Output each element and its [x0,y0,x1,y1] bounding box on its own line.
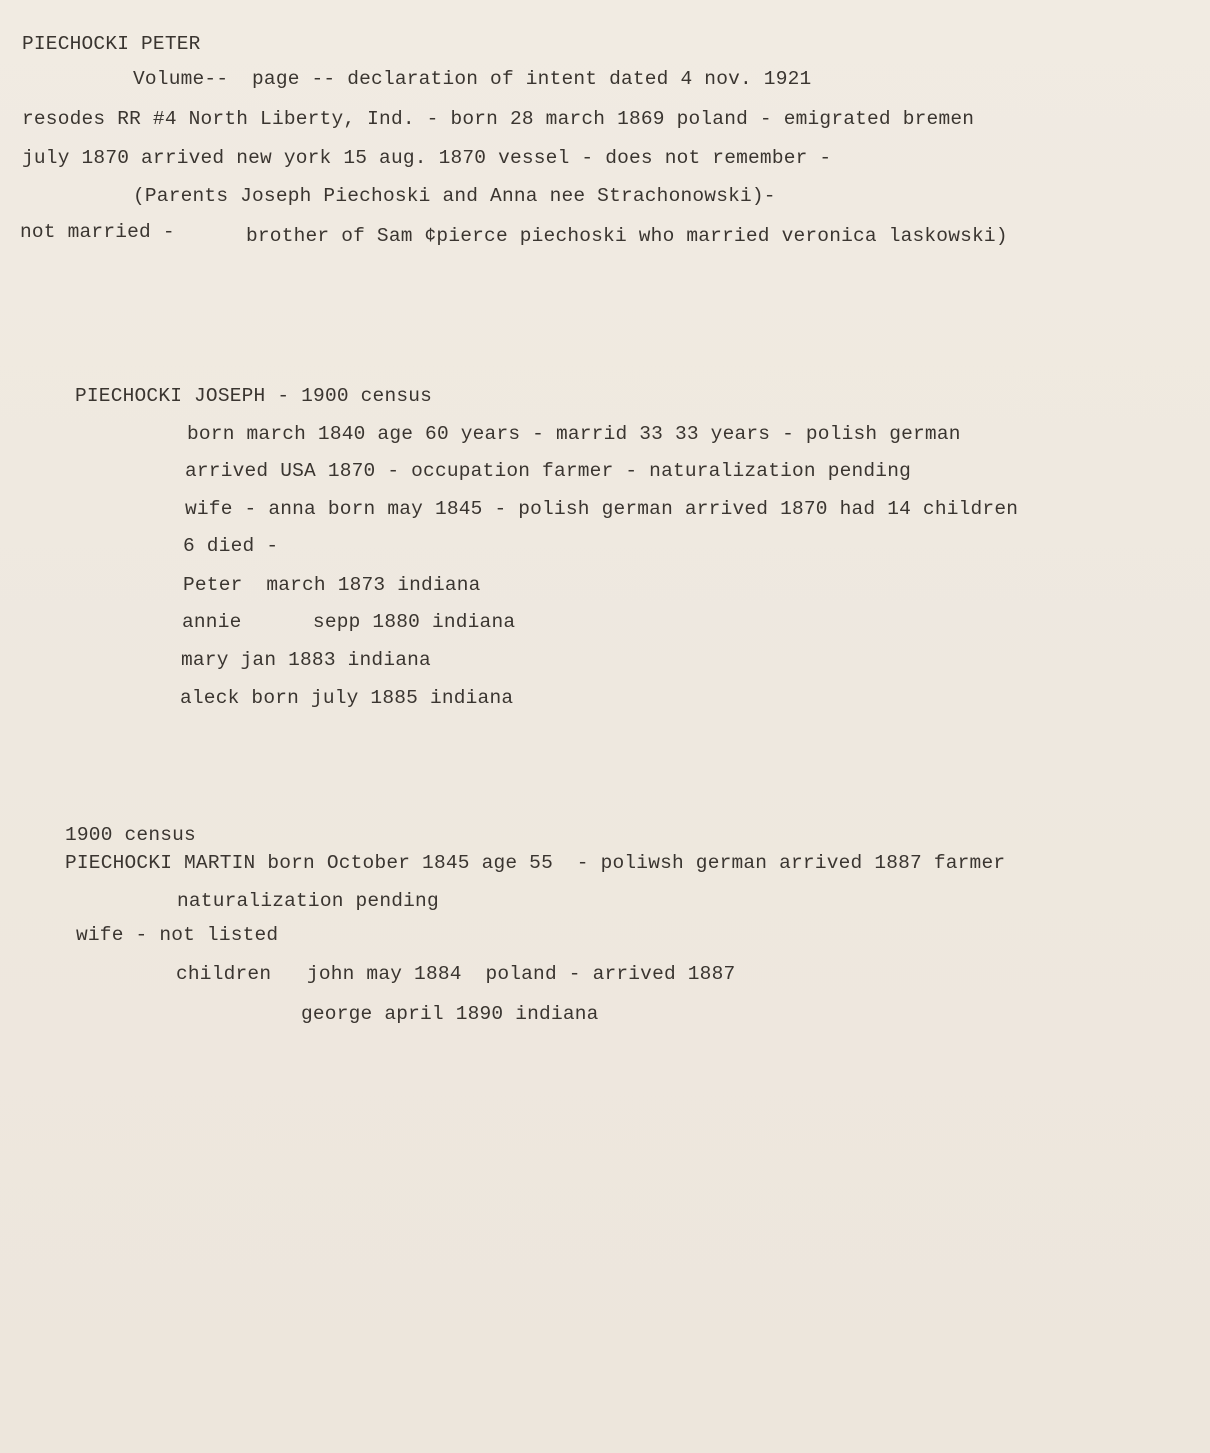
peter-line-volume: Volume-- page -- declaration of intent dated 4 nov. 1921 [133,68,812,90]
joseph-line-died: 6 died - [183,535,279,557]
joseph-line-wife: wife - anna born may 1845 - polish german arrived 1870 had 14 children [185,498,1019,520]
heading-peter: PIECHOCKI PETER [22,33,201,55]
martin-census-label: 1900 census [65,824,196,846]
joseph-child-annie: annie sepp 1880 indiana [182,611,516,633]
martin-line-naturalization: naturalization pending [177,890,439,912]
peter-line-marital: not married - [20,221,175,243]
martin-line-wife: wife - not listed [76,924,279,946]
heading-martin: PIECHOCKI MARTIN born October 1845 age 55 - poliwsh german arrived 1887 farmer [65,852,1006,874]
peter-line-residence: resodes RR #4 North Liberty, Ind. - born 28 march 1869 poland - emigrated bremen [22,108,975,130]
joseph-child-aleck: aleck born july 1885 indiana [180,687,514,709]
joseph-line-arrived: arrived USA 1870 - occupation farmer - naturalization pending [185,460,912,482]
martin-child-george: george april 1890 indiana [301,1003,599,1025]
peter-line-arrival: july 1870 arrived new york 15 aug. 1870 vessel - does not remember - [22,147,832,169]
joseph-child-mary: mary jan 1883 indiana [181,649,431,671]
martin-line-children: children john may 1884 poland - arrived 1887 [176,963,736,985]
peter-line-brother: brother of Sam ¢pierce piechoski who married veronica laskowski) [246,225,1008,247]
joseph-line-born: born march 1840 age 60 years - marrid 33 33 years - polish german [187,423,961,445]
heading-joseph: PIECHOCKI JOSEPH - 1900 census [75,385,433,407]
peter-line-parents: (Parents Joseph Piechoski and Anna nee Strachonowski)- [133,185,776,207]
joseph-child-peter: Peter march 1873 indiana [183,574,481,596]
